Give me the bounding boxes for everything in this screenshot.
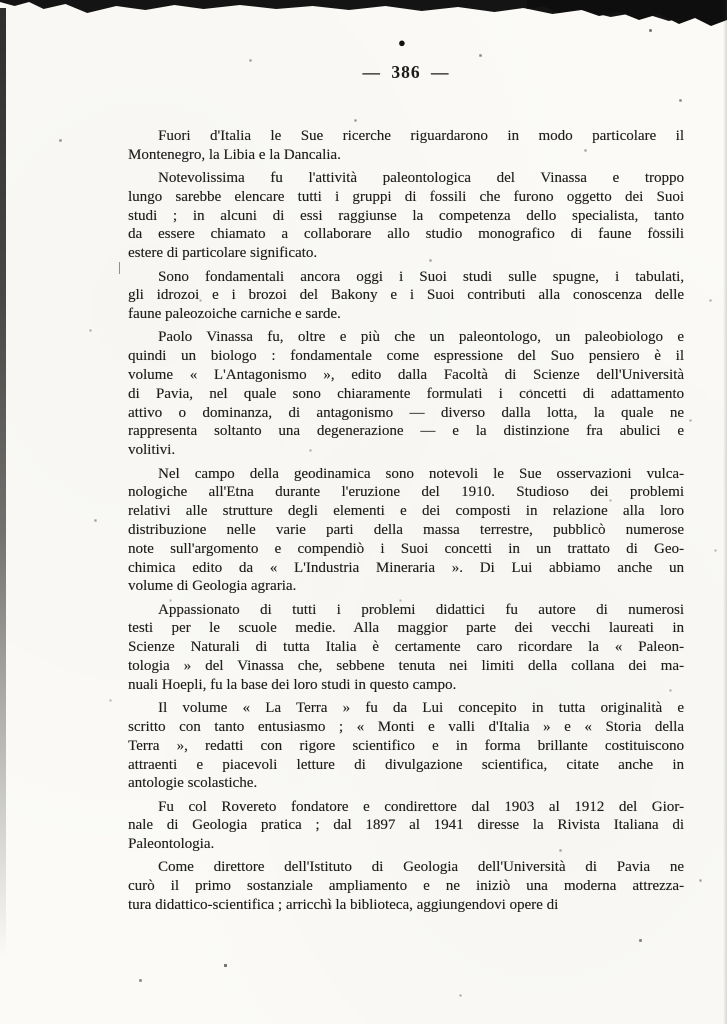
paragraph (128, 268, 684, 324)
page-number: — 386 — (362, 62, 450, 82)
text-line: tura didattico-scientifica ; arricchì la biblioteca, aggiungendovi opere di (128, 897, 559, 914)
text-line: quindi un biologo : fondamentale come espressione del Suo pensiero è il (128, 348, 684, 365)
text-line: estere di particolare significato. (128, 245, 318, 262)
text-line: curò il primo sostanziale ampliamento e ne iniziò una moderna attrezza- (128, 878, 684, 895)
scan-spine-shadow-left (0, 8, 6, 958)
text-line: Paleontologia. (128, 836, 215, 853)
text-line: Nel campo della geodinamica sono notevoli le Sue osservazioni vulca- (158, 465, 684, 482)
paragraph (128, 127, 684, 165)
text-line: volume « L'Antagonismo », edito dalla Facoltà di Scienze dell'Università (128, 367, 684, 384)
text-line: Terra », redatti con rigore scientifico e in forma brillante costituiscono (128, 737, 684, 754)
text-line: studi ; in alcuni di essi raggiunse la competenza dello specialista, tanto (128, 207, 684, 224)
text-line: rappresenta soltanto una degenerazione — e la distinzione fra abulici e (128, 423, 684, 440)
text-line: relativi alle strutture degli elementi e dei composti in relazione alla loro (128, 503, 684, 520)
paragraph (128, 798, 684, 854)
text-line: antologie scolastiche. (128, 775, 258, 792)
text-line: Il volume « La Terra » fu da Lui concepito in tutta originalità e (158, 700, 684, 717)
text-line: tologia » del Vinassa che, sebbene tenuta nei limiti della collana dei ma- (128, 658, 684, 675)
paragraph (128, 858, 684, 914)
text-line: nuali Hoepli, fu la base dei loro studi in questo campo. (128, 676, 457, 693)
text-line: attraenti e piacevoli letture di divulgazione scientifica, citate anche in (128, 756, 684, 773)
text-line: Montenegro, la Libia e la Dancalia. (128, 146, 341, 163)
text-line: nale di Geologia pratica ; dal 1897 al 1941 diresse la Rivista Italiana di (128, 817, 684, 834)
text-line: Come direttore dell'Istituto di Geologia dell'Università di Pavia ne (158, 859, 684, 876)
text-line: lungo sarebbe elencare tutti i gruppi di fossili che furono oggetto dei Suoi (128, 188, 684, 205)
text-line: note sull'argomento e compendiò i Suoi concetti in un trattato di Geo- (128, 540, 684, 557)
text-line: Notevolissima fu l'attività paleontologica del Vinassa e troppo (158, 170, 684, 187)
paragraph (128, 465, 684, 597)
scan-noise-speckles (0, 0, 1, 1)
text-line: Fuori d'Italia le Sue ricerche riguardarono in modo particolare il (158, 128, 684, 144)
text-line: Sono fondamentali ancora oggi i Suoi studi sulle spugne, i tabulati, (158, 268, 684, 285)
text-line: chimica edito da « L'Industria Mineraria ». Di Lui abbiamo anche un (128, 559, 684, 576)
dot-ornament-icon: ● (398, 35, 406, 50)
text-line: nologiche all'Etna durante l'eruzione del 1910. Studioso dei problemi (128, 484, 684, 501)
text-line: gli idrozoi e i brozoi del Bakony e i Suoi contributi alla conoscenza delle (128, 287, 684, 304)
text-line: Paolo Vinassa fu, oltre e più che un paleontologo, un paleobiologo e (158, 329, 684, 346)
text-line: volitivi. (128, 442, 176, 459)
text-line: Fu col Rovereto fondatore e condirettore dal 1903 al 1912 del Gior- (158, 798, 684, 815)
text-line: da essere chiamato a collaborare allo studio monografico di faune fossili (128, 226, 684, 243)
text-line: Appassionato di tutti i problemi didattici fu autore di numerosi (158, 601, 684, 618)
scan-edge-right (723, 0, 727, 1024)
text-line: Scienze Naturali di tutta Italia è certamente caro ricordare la « Paleon- (128, 639, 684, 656)
text-line: di Pavia, nel quale sono chiaramente formulati i concetti di adattamento (128, 385, 684, 402)
text-line: attivo o dominanza, di antagonismo — diverso dalla lotta, la quale ne (128, 404, 684, 421)
paragraph (128, 601, 684, 695)
text-line: distribuzione nelle varie parti della massa terrestre, pubblicò numerose (128, 521, 684, 538)
text-line: scritto con tanto entusiasmo ; « Monti e valli d'Italia » e « Storia della (128, 718, 684, 735)
text-line: testi per le scuole medie. Alla maggior parte dei vecchi laureati in (128, 620, 684, 637)
text-line: faune paleozoiche carniche e sarde. (128, 306, 341, 323)
paragraph (128, 169, 684, 263)
scan-margin-mark (119, 262, 120, 274)
paragraph (128, 328, 684, 460)
paragraph (128, 699, 684, 793)
text-line: volume di Geologia agraria. (128, 578, 297, 595)
text-block (128, 127, 684, 919)
scan-torn-edge-top-right (527, 0, 727, 34)
